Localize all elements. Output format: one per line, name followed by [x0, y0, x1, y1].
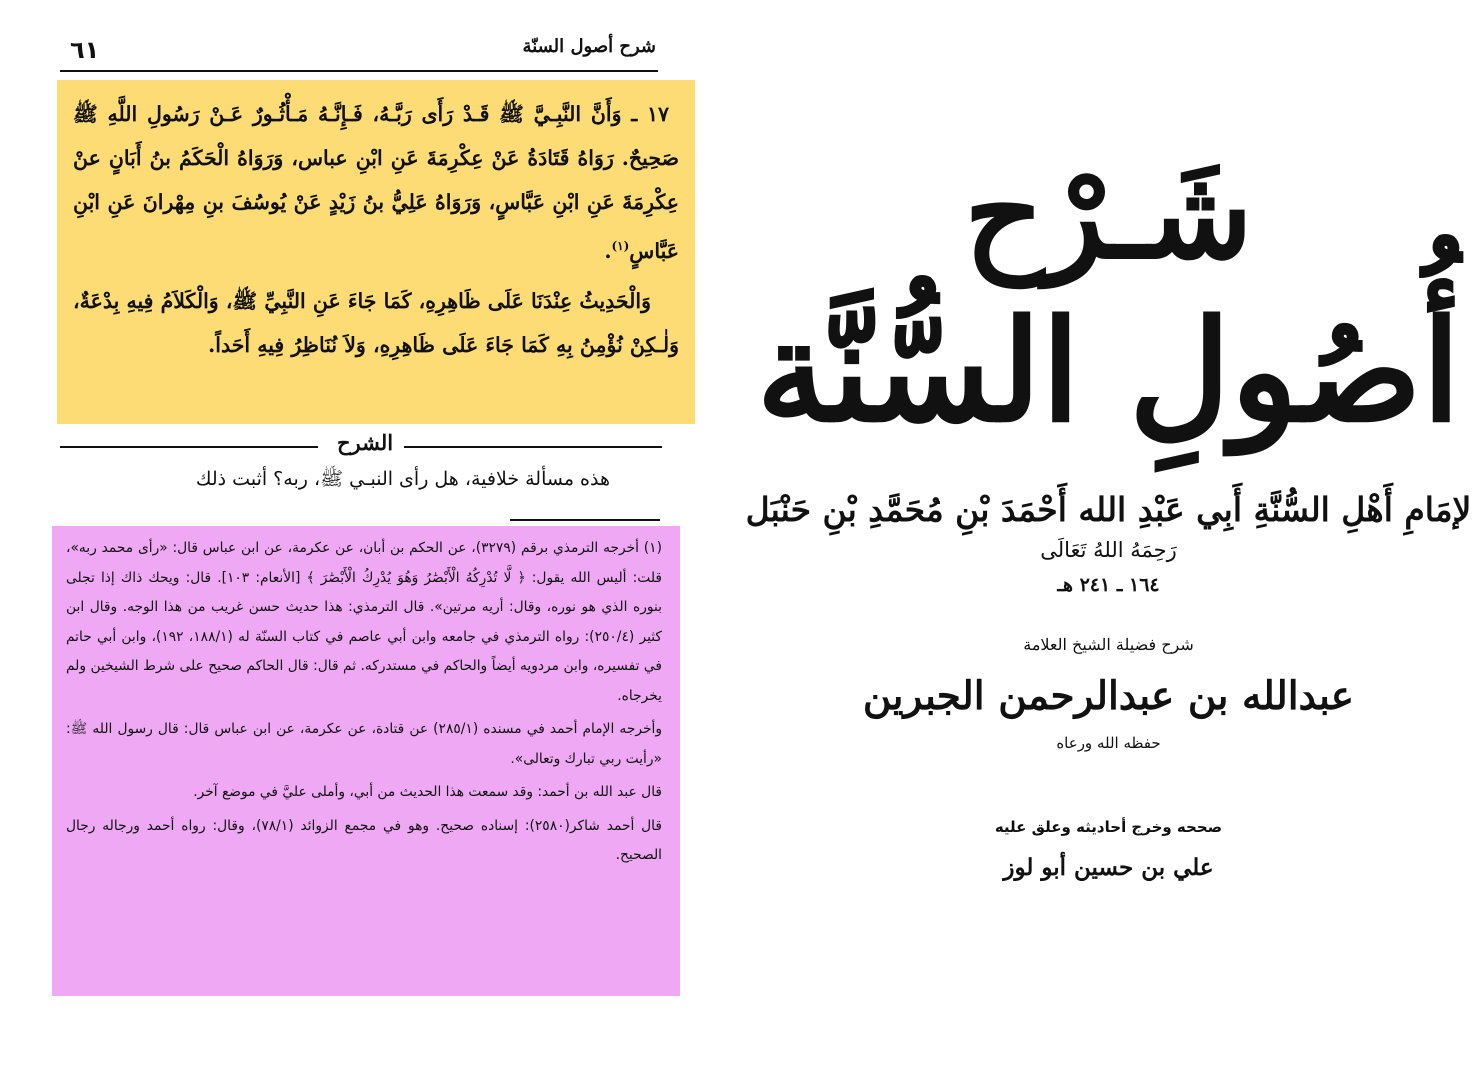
running-head — [60, 30, 658, 72]
cover-editor-label: صححه وخرج أحاديثه وعلق عليه — [994, 818, 1223, 836]
sharh-text: هذه مسألة خلافية، هل رأى النبـي ﷺ، ربه؟ أثبت ذلك — [195, 468, 610, 490]
cover-commentator-invocation: حفظه الله ورعاه — [1056, 734, 1161, 752]
left-page — [0, 0, 735, 1080]
matn-paragraph — [73, 92, 679, 273]
heading-rule-left — [60, 446, 318, 448]
matn-paragraph: وَالْحَدِيثُ عِنْدَنَا عَلَى ظَاهِرِهِ، كَمَا جَاءَ عَنِ النَّبِيِّ ﷺ، وَالْكَلاَمُ فِيهِ بِدْعَةٌ، وَلٰـكِنْ نُؤْمِنُ بِهِ كَمَا جَاءَ عَلَى ظَاهِرِهِ، وَلاَ نُنَاظِرُ فِيهِ أَحَداً. — [73, 288, 679, 357]
footnote-paragraph: قال عبد الله بن أحمد: وقد سمعت هذا الحديث من أبي، وأملى عليَّ في موضع آخر. — [193, 784, 662, 800]
cover-title-sharh: شَـرْح — [964, 142, 1253, 287]
footnote-paragraph: وأخرجه الإمام أحمد في مسنده (٢٨٥/١) عن قتادة، عن عكرمة، عن ابن عباس قال: قال رسول الله ﷺ: «رأيت ربي تبارك وتعالى». — [66, 721, 662, 767]
cover-title-usul-al-sunnah: أُصُولِ السُّنَّة — [756, 290, 1461, 454]
page-number: ٦١ — [70, 36, 100, 64]
footnotes-highlight-block — [52, 526, 680, 996]
matn-highlight-block — [57, 80, 695, 424]
footnote-paragraph: (١) أخرجه الترمذي برقم (٣٢٧٩)، عن الحكم بن أبان، عن عكرمة، عن ابن عباس قال: «رأى محمد ربه»، قلت: أليس الله يقول: ﴿ لَّا تُدْرِكُهُ الْأَبْصَٰرُ وَهُوَ يُدْرِكُ الْأَبْصَٰرَ ﴾ [الأنعام: ١٠٣]. قال: ويحك ذاك إذا تجلى بنوره الذي هو نوره، وقال: أريه مرتين». قال الترمذي: هذا حديث حسن غريب من هذا الوجه. وقال ابن كثير (٢٥٠/٤): رواه الترمذي في جامعه وابن أبي عاصم في كتاب السنّة له (١٨٨/١، ١٩٢)، وابن أبي حاتم في تفسيره، وابن مردويه أيضاً والحاكم في مستدركه. ثم قال: قال الحاكم صحيح على شرط الشيخين ولم يخرجاه. — [66, 540, 662, 704]
cover-dates: ١٦٤ ـ ٢٤١ هـ — [1057, 574, 1160, 596]
cover-commentator-name: عبدالله بن عبدالرحمن الجبرين — [862, 673, 1355, 719]
matn-end-dot: . — [604, 238, 612, 263]
matn-text: ١٧ ـ وَأَنَّ النَّبِـيَّ ﷺ قَـدْ رَأَى رَبَّـهُ، فَـإِنَّـهُ مَـأْثُـورٌ عَـنْ رَسُولِ اللَّهِ ﷺ صَحِيحٌ. رَوَاهُ قَتَادَةُ عَنْ عِكْرِمَةَ عَنِ ابْنِ عباس، وَرَوَاهُ الْحَكَمُ بنُ أَبَانٍ عنْ عِكْرِمَةَ عَنِ ابْنِ عَبَّاسٍ، وَرَوَاهُ عَلِيُّ بنُ زَيْدٍ عَنْ يُوسُفَ بنِ مِهْرانَ عَنِ ابْنِ عَبَّاسٍ — [73, 102, 679, 263]
cover-editor-name: علي بن حسين أبو لوز — [1003, 854, 1214, 881]
running-title: شرح أصول السنّة — [522, 36, 656, 57]
footnote-marker[interactable]: (١) — [611, 239, 630, 253]
cover-commentary-by-label: شرح فضيلة الشيخ العلامة — [1023, 635, 1194, 654]
cover-invocation: رَحِمَهُ اللهُ تَعَالَى — [1040, 538, 1177, 562]
cover-author: لإمَامِ أَهْلِ السُّنَّةِ أَبِي عَبْدِ الله أَحْمَدَ بْنِ مُحَمَّدِ بْنِ حَنْبَل — [745, 490, 1472, 529]
footnote-paragraph: قال أحمد شاكر(٢٥٨٠): إسناده صحيح. وهو في مجمع الزوائد (٧٨/١)، وقال: رواه أحمد ورجاله رجال الصحيح. — [66, 817, 662, 863]
footnote-separator-rule — [510, 519, 660, 521]
cover-page — [740, 0, 1477, 1080]
sharh-heading — [60, 430, 662, 464]
sharh-heading-label: الشرح — [336, 430, 394, 455]
heading-rule-right — [404, 446, 662, 448]
